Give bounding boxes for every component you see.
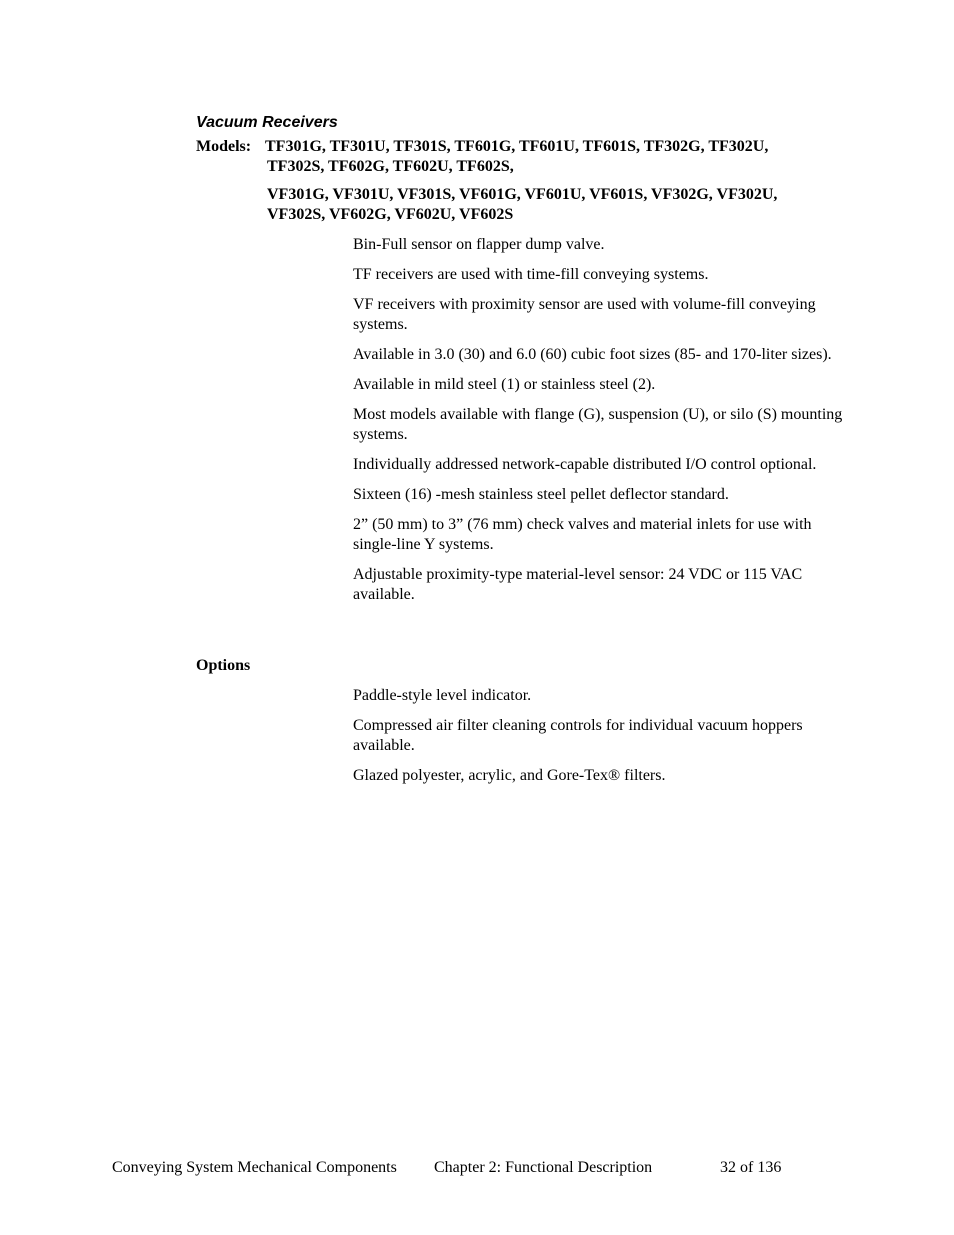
feature-item: 2” (50 mm) to 3” (76 mm) check valves and material inlets for use with single-line Y systems. [353, 516, 812, 553]
options-list [353, 686, 848, 796]
footer-document-title: Conveying System Mechanical Components [112, 1159, 397, 1176]
feature-item: Available in 3.0 (30) and 6.0 (60) cubic foot sizes (85- and 170-liter sizes). [353, 346, 832, 363]
option-item: Paddle-style level indicator. [353, 687, 532, 704]
models-vf-line-2: VF302S, VF602G, VF602U, VF602S [267, 206, 514, 223]
page-footer [0, 1158, 954, 1180]
feature-item: Bin-Full sensor on flapper dump valve. [353, 236, 605, 253]
feature-item: Adjustable proximity-type material-level sensor: 24 VDC or 115 VAC available. [353, 566, 803, 603]
models-group-vf [267, 185, 836, 225]
footer-chapter: Chapter 2: Functional Description [434, 1159, 653, 1176]
feature-item: Sixteen (16) -mesh stainless steel pellet deflector standard. [353, 486, 729, 503]
models-label: Models: [196, 138, 252, 155]
feature-item: Most models available with flange (G), suspension (U), or silo (S) mounting systems. [353, 406, 843, 443]
option-item: Compressed air filter cleaning controls for individual vacuum hoppers available. [353, 717, 803, 754]
feature-item: Individually addressed network-capable distributed I/O control optional. [353, 456, 817, 473]
models-vf-line-1: VF301G, VF301U, VF301S, VF601G, VF601U, VF601S, VF302G, VF302U, [267, 186, 778, 203]
section-title: Vacuum Receivers [196, 114, 338, 131]
feature-item: Available in mild steel (1) or stainless steel (2). [353, 376, 656, 393]
models-row [196, 137, 836, 177]
feature-list [353, 235, 848, 615]
models-tf-line-1: TF301G, TF301U, TF301S, TF601G, TF601U, TF601S, TF302G, TF302U, [265, 138, 769, 155]
models-block [196, 137, 836, 225]
feature-item: TF receivers are used with time-fill conveying systems. [353, 266, 709, 283]
feature-item: VF receivers with proximity sensor are used with volume-fill conveying systems. [353, 296, 816, 333]
option-item: Glazed polyester, acrylic, and Gore-Tex® filters. [353, 767, 666, 784]
options-heading: Options [196, 657, 251, 674]
footer-page-number: 32 of 136 [720, 1159, 782, 1176]
models-group-tf [265, 137, 836, 177]
models-tf-line-2: TF302S, TF602G, TF602U, TF602S, [267, 158, 514, 175]
